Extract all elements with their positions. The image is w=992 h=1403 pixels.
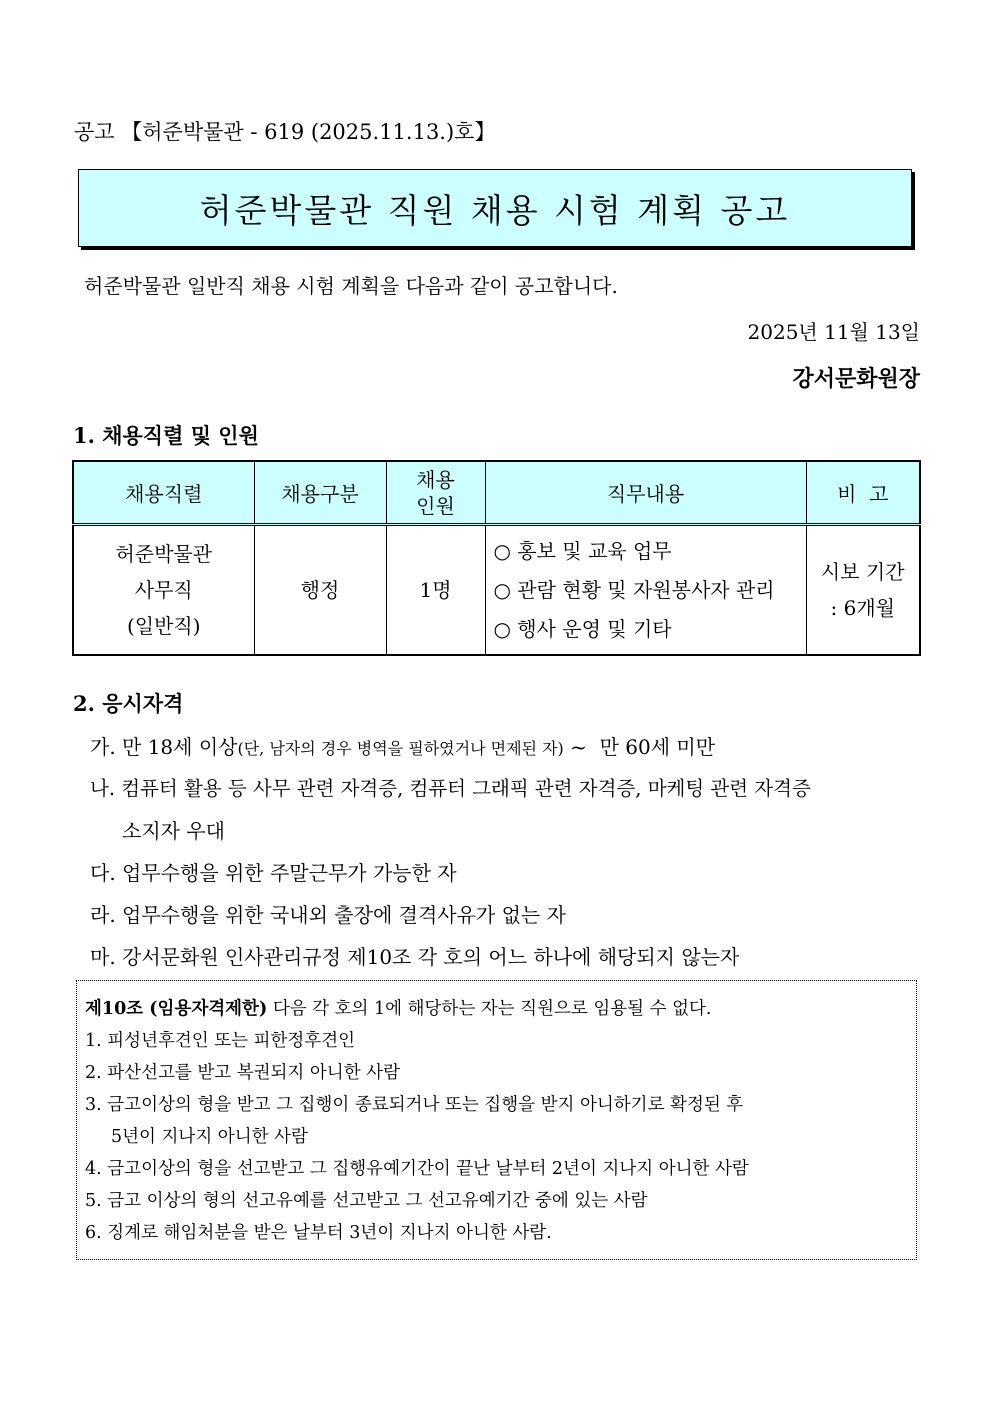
intro-text: 허준박물관 일반직 채용 시험 계획을 다음과 같이 공고합니다. bbox=[84, 274, 618, 298]
note-line: : 6개월 bbox=[830, 596, 895, 620]
position-line: 사무직 bbox=[134, 578, 193, 602]
duty-item: ○ 행사 운영 및 기타 bbox=[493, 616, 672, 641]
header-position: 채용직렬 bbox=[73, 461, 254, 525]
header-duties: 직무내용 bbox=[485, 461, 806, 525]
header-type: 채용구분 bbox=[254, 461, 386, 525]
article10-item: 3. 금고이상의 형을 받고 그 집행이 종료되거나 또는 집행을 받지 아니하기로 확정된 후 bbox=[85, 1095, 744, 1115]
cell-count: 1명 bbox=[386, 525, 485, 656]
qualification-na: 나. 컴퓨터 활용 등 사무 관련 자격증, 컴퓨터 그래픽 관련 자격증, 마케팅 관련 자격증 bbox=[90, 777, 811, 800]
qualification-ga bbox=[90, 731, 715, 760]
header-count bbox=[386, 461, 485, 525]
article10-item: 5. 금고 이상의 형의 선고유예를 선고받고 그 선고유예기간 중에 있는 사람 bbox=[85, 1191, 648, 1211]
article10-item: 2. 파산선고를 받고 복권되지 아니한 사람 bbox=[85, 1063, 400, 1083]
signer: 강서문화원장 bbox=[792, 366, 920, 392]
article10-title-rest: 다음 각 호의 1에 해당하는 자는 직원으로 임용될 수 없다. bbox=[267, 999, 712, 1019]
notice-date: 2025년 11월 13일 bbox=[747, 320, 920, 344]
position-line: (일반직) bbox=[126, 614, 201, 638]
header-count-label: 채용 인원 bbox=[416, 467, 455, 518]
qualification-na-cont: 소지자 우대 bbox=[122, 819, 225, 843]
notice-number: 공고 【허준박물관 - 619 (2025.11.13.)호】 bbox=[74, 120, 496, 144]
header-note: 비 고 bbox=[806, 461, 920, 525]
article10-item: 1. 피성년후견인 또는 피한정후견인 bbox=[85, 1031, 356, 1051]
article10-title-bold: 제10조 (임용자격제한) bbox=[85, 999, 268, 1019]
cell-note bbox=[806, 525, 920, 656]
qual-ga-main: 가. 만 18세 이상 bbox=[90, 735, 238, 759]
article10-item-cont: 5년이 지나지 아니한 사람 bbox=[111, 1127, 308, 1147]
qual-ga-note: (단, 남자의 경우 병역을 필하였거나 면제된 자) bbox=[237, 739, 564, 758]
article10-box bbox=[76, 980, 917, 1260]
table-row bbox=[73, 525, 920, 656]
qualification-ra: 라. 업무수행을 위한 국내외 출장에 결격사유가 없는 자 bbox=[90, 903, 566, 927]
article10-item: 4. 금고이상의 형을 선고받고 그 집행유예기간이 끝난 날부터 2년이 지나지 아니한 사람 bbox=[85, 1159, 749, 1179]
article10-title bbox=[85, 993, 906, 1025]
page-title: 허준박물관 직원 채용 시험 계획 공고 bbox=[78, 169, 912, 247]
recruitment-table bbox=[72, 460, 921, 656]
duty-item: ○ 관람 현황 및 자원봉사자 관리 bbox=[493, 577, 775, 602]
cell-duties bbox=[485, 525, 806, 656]
qual-ga-age: ~ 만 60세 미만 bbox=[563, 735, 716, 759]
section2-heading: 2. 응시자격 bbox=[73, 691, 184, 716]
article10-item: 6. 징계로 해임처분을 받은 날부터 3년이 지나지 아니한 사람. bbox=[85, 1223, 552, 1243]
table-header-row bbox=[73, 461, 920, 525]
section1-heading: 1. 채용직렬 및 인원 bbox=[73, 423, 259, 448]
cell-type: 행정 bbox=[254, 525, 386, 656]
note-line: 시보 기간 bbox=[820, 560, 905, 584]
cell-position bbox=[73, 525, 254, 656]
duty-item: ○ 홍보 및 교육 업무 bbox=[493, 538, 672, 563]
position-line: 허준박물관 bbox=[115, 542, 213, 566]
qualification-ma: 마. 강서문화원 인사관리규정 제10조 각 호의 어느 하나에 해당되지 않는자 bbox=[90, 945, 740, 969]
qualification-da: 다. 업무수행을 위한 주말근무가 가능한 자 bbox=[90, 861, 457, 885]
